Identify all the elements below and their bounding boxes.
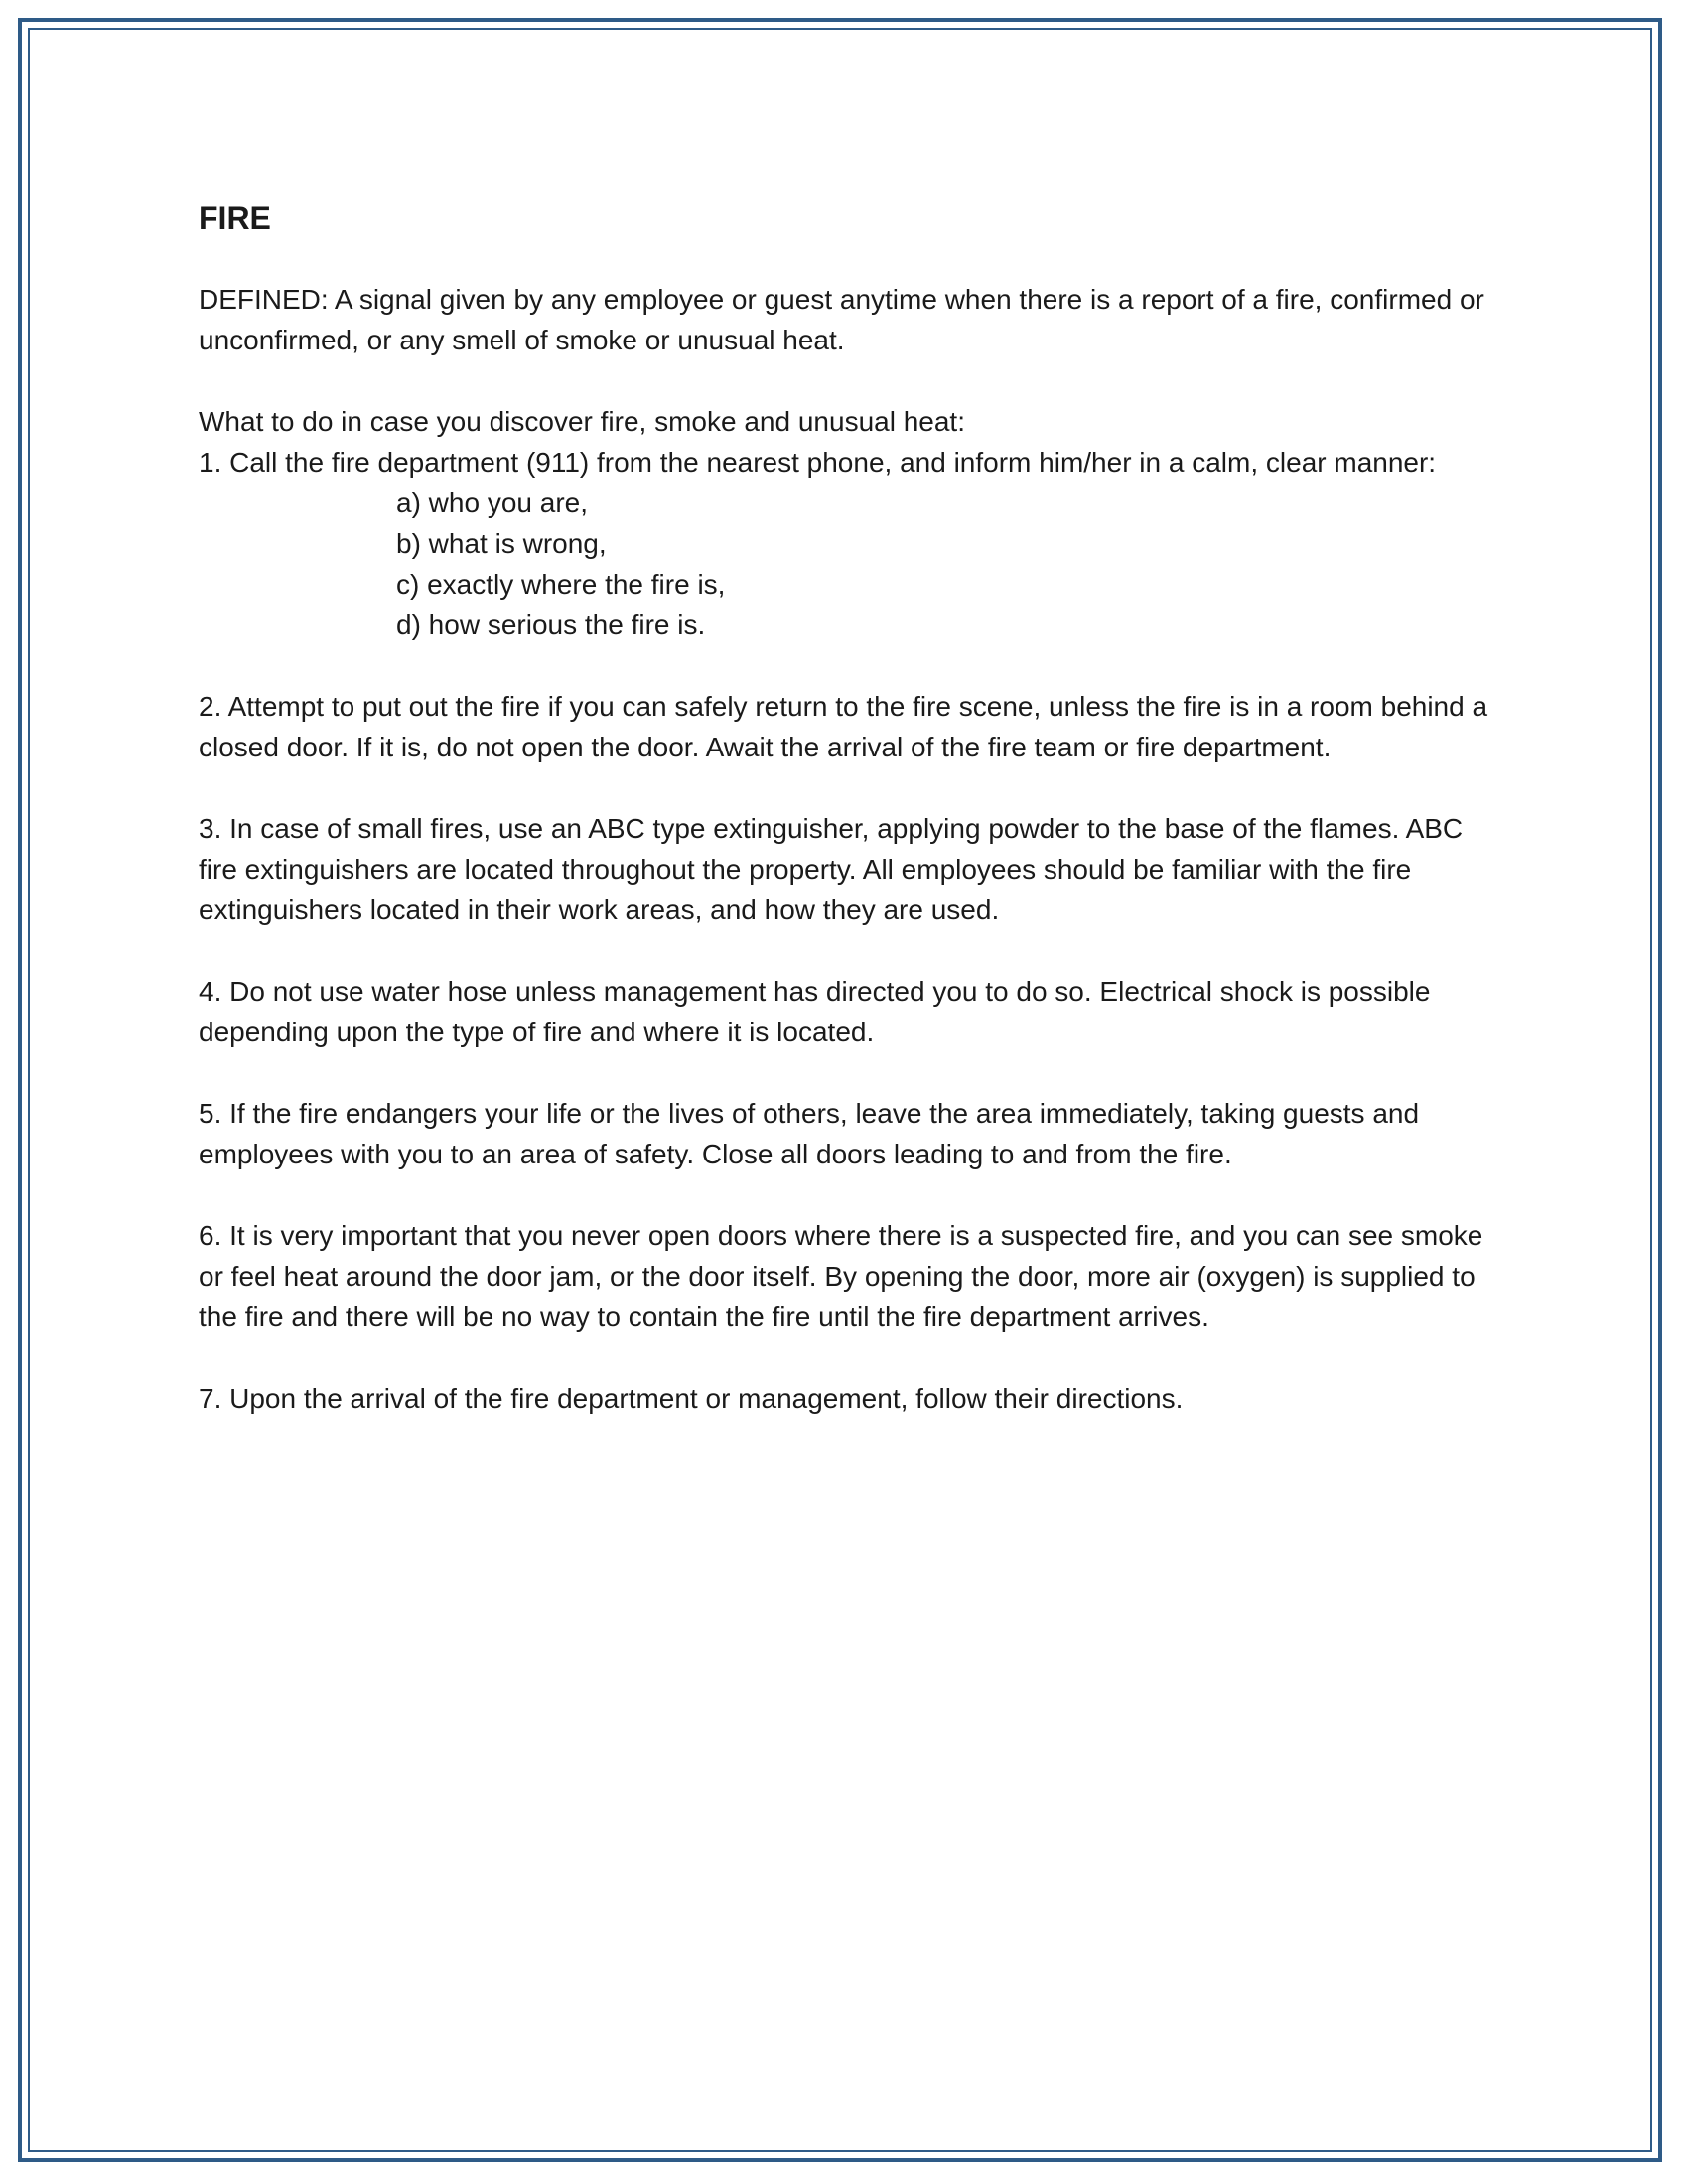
step-3: 3. In case of small fires, use an ABC type extinguisher, applying powder to the base of the flames. ABC fire extinguishers are located throughout the property. All employees should be familiar with the fire extinguishers located in their work areas, and how they are used. (199, 813, 1464, 925)
step-1: 1. Call the fire department (911) from the nearest phone, and inform him/her in a calm, clear manner: (199, 447, 1437, 478)
instructions-intro: What to do in case you discover fire, smoke and unusual heat: (199, 406, 965, 437)
step-5: 5. If the fire endangers your life or the lives of others, leave the area immediately, taking guests and employees with you to an area of safety. Close all doors leading to and from the fire. (199, 1098, 1420, 1169)
sublist-item: d) how serious the fire is. (396, 610, 706, 640)
step-1-sublist (199, 482, 1489, 645)
step-4: 4. Do not use water hose unless management has directed you to do so. Electrical shock is possible depending upon the type of fire and where it is located. (199, 976, 1431, 1047)
document-title: FIRE (199, 201, 271, 236)
step-7: 7. Upon the arrival of the fire department or management, follow their directions. (199, 1383, 1184, 1414)
sublist-item: a) who you are, (396, 487, 588, 518)
sublist-item: c) exactly where the fire is, (396, 569, 726, 600)
step-6: 6. It is very important that you never open doors where there is a suspected fire, and you can see smoke or feel heat around the door jam, or the door itself. By opening the door, more air (oxygen) is supplied to the fire and there will be no way to contain the fire until the fire department arrives. (199, 1220, 1483, 1332)
document-body (199, 199, 1489, 1459)
definition-paragraph: DEFINED: A signal given by any employee or guest anytime when there is a report of a fire, confirmed or unconfirmed, or any smell of smoke or unusual heat. (199, 284, 1484, 355)
sublist-item: b) what is wrong, (396, 528, 607, 559)
step-2: 2. Attempt to put out the fire if you can safely return to the fire scene, unless the fire is in a room behind a closed door. If it is, do not open the door. Await the arrival of the fire team or fire department. (199, 691, 1488, 762)
